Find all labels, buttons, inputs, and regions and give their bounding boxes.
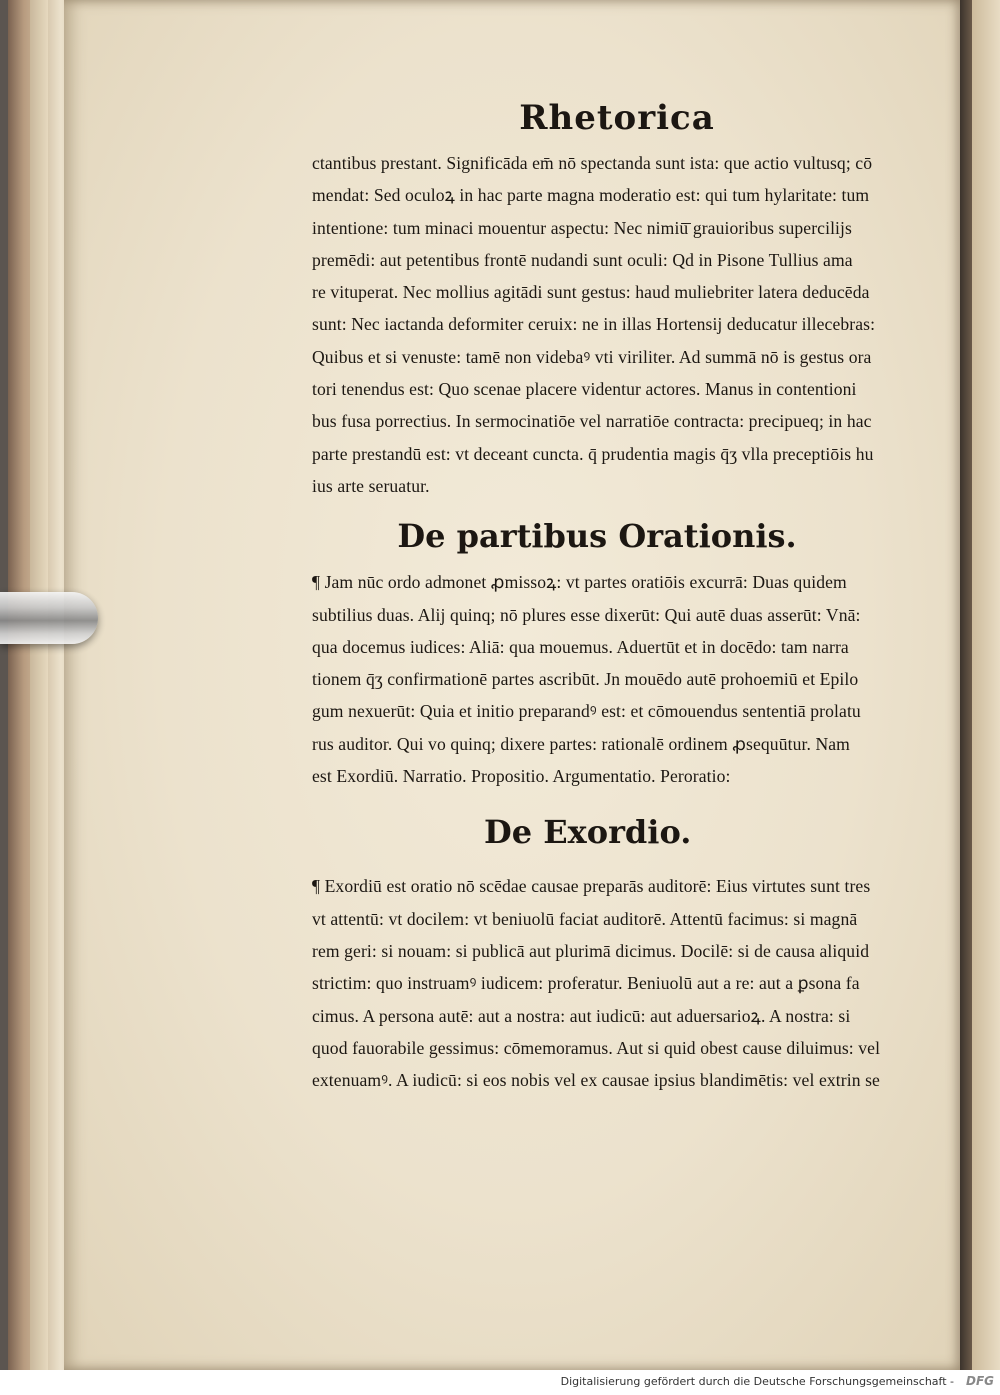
text-line: quod fauorabile gessimus: cōmemoramus. Aut si quid obest cause diluimus: vel [312, 1037, 881, 1058]
dfg-logo: DFG [965, 1374, 994, 1388]
paragraph-3 [312, 870, 882, 1096]
section-heading-exordio: De Exordio. [484, 813, 692, 852]
text-line: Quibus et si venuste: tamē non videbaꝰ vti viriliter. Ad summā nō is gestus ora [312, 346, 872, 367]
glass-page-weight [0, 592, 98, 644]
facing-page-edge [972, 0, 1000, 1370]
text-line: intentione: tum minaci mouentur aspectu: Nec nimiū̄ grauioribus supercilijs [312, 217, 852, 238]
text-line: ¶ Jam nūc ordo admonet ꝓmissoꝝ: vt partes oratiōis excurrā: Duas quidem [312, 572, 847, 593]
text-line: parte prestandū est: vt deceant cuncta. q̄ prudentia magis q̄ʒ vlla preceptiōis hu [312, 443, 874, 464]
text-line: qua docemus iudices: Aliā: qua mouemus. Aduertūt et in docēdo: tam narra [312, 636, 849, 657]
text-line: rem geri: si nouam: si publicā aut plurimā dicimus. Docilē: si de causa aliquid [312, 940, 870, 961]
text-line: tori tenendus est: Quo scenae placere videntur actores. Manus in contentioni [312, 379, 857, 400]
text-line: ¶ Exordiū est oratio nō scēdae causae preparās auditorē: Eius virtutes sunt tres [312, 876, 871, 897]
text-line: re vituperat. Nec mollius agitādi sunt gestus: haud muliebriter latera deducēda [312, 282, 870, 303]
text-line: mendat: Sed oculoꝝ in hac parte magna moderatio est: qui tum hylaritate: tum [312, 185, 870, 206]
text-line: bus fusa porrectius. In sermocinatiōe vel narratiōe contracta: precipueq; in hac [312, 411, 872, 432]
text-line: strictim: quo instruamꝰ iudicem: proferatur. Beniuolū aut a re: aut a ꝑsona fa [312, 973, 860, 994]
paragraph-1 [312, 147, 882, 502]
text-line: premēdi: aut petentibus frontē nudandi sunt oculi: Qd in Pisone Tullius ama [312, 249, 853, 270]
text-line: sunt: Nec iactanda deformiter ceruix: ne in illas Hortensij deducatur illecebras: [312, 314, 876, 335]
footer [0, 1370, 1000, 1395]
text-line: subtilius duas. Alij quinq; nō plures esse dixerūt: Qui autē duas asserūt: Vnā: [312, 604, 861, 625]
book-gutter [960, 0, 972, 1370]
section-heading-partibus: De partibus Orationis. [397, 517, 797, 556]
text-line: extenuamꝰ. A iudicū: si eos nobis vel ex causae ipsius blandimētis: vel extrin se [312, 1070, 880, 1091]
running-head: Rhetorica [519, 98, 715, 138]
text-line: gum nexuerūt: Quia et initio preparandꝰ est: et cōmouendus sententiā prolatu [312, 701, 861, 722]
text-line: rus auditor. Qui vo quinq; dixere partes: rationalē ordinem ꝓsequūtur. Nam [312, 733, 850, 754]
text-block [312, 95, 882, 1096]
text-line: ius arte seruatur. [312, 475, 430, 496]
text-line: ctantibus prestant. Significāda em̄ nō spectanda sunt ista: que actio vultusq; cō [312, 153, 873, 173]
footer-credit: Digitalisierung gefördert durch die Deutsche Forschungsgemeinschaft - [560, 1375, 954, 1388]
text-line: cimus. A persona autē: aut a nostra: aut iudicū: aut aduersarioꝝ. A nostra: si [312, 1005, 851, 1026]
paragraph-2 [312, 566, 882, 792]
text-line: est Exordiū. Narratio. Propositio. Argumentatio. Peroratio: [312, 766, 731, 787]
text-line: tionem q̄ʒ confirmationē partes ascribūt. Jn mouēdo autē prohoemiū et Epilo [312, 669, 859, 690]
text-line: vt attentū: vt docilem: vt beniuolū faciat auditorē. Attentū facimus: si magnā [312, 908, 858, 929]
